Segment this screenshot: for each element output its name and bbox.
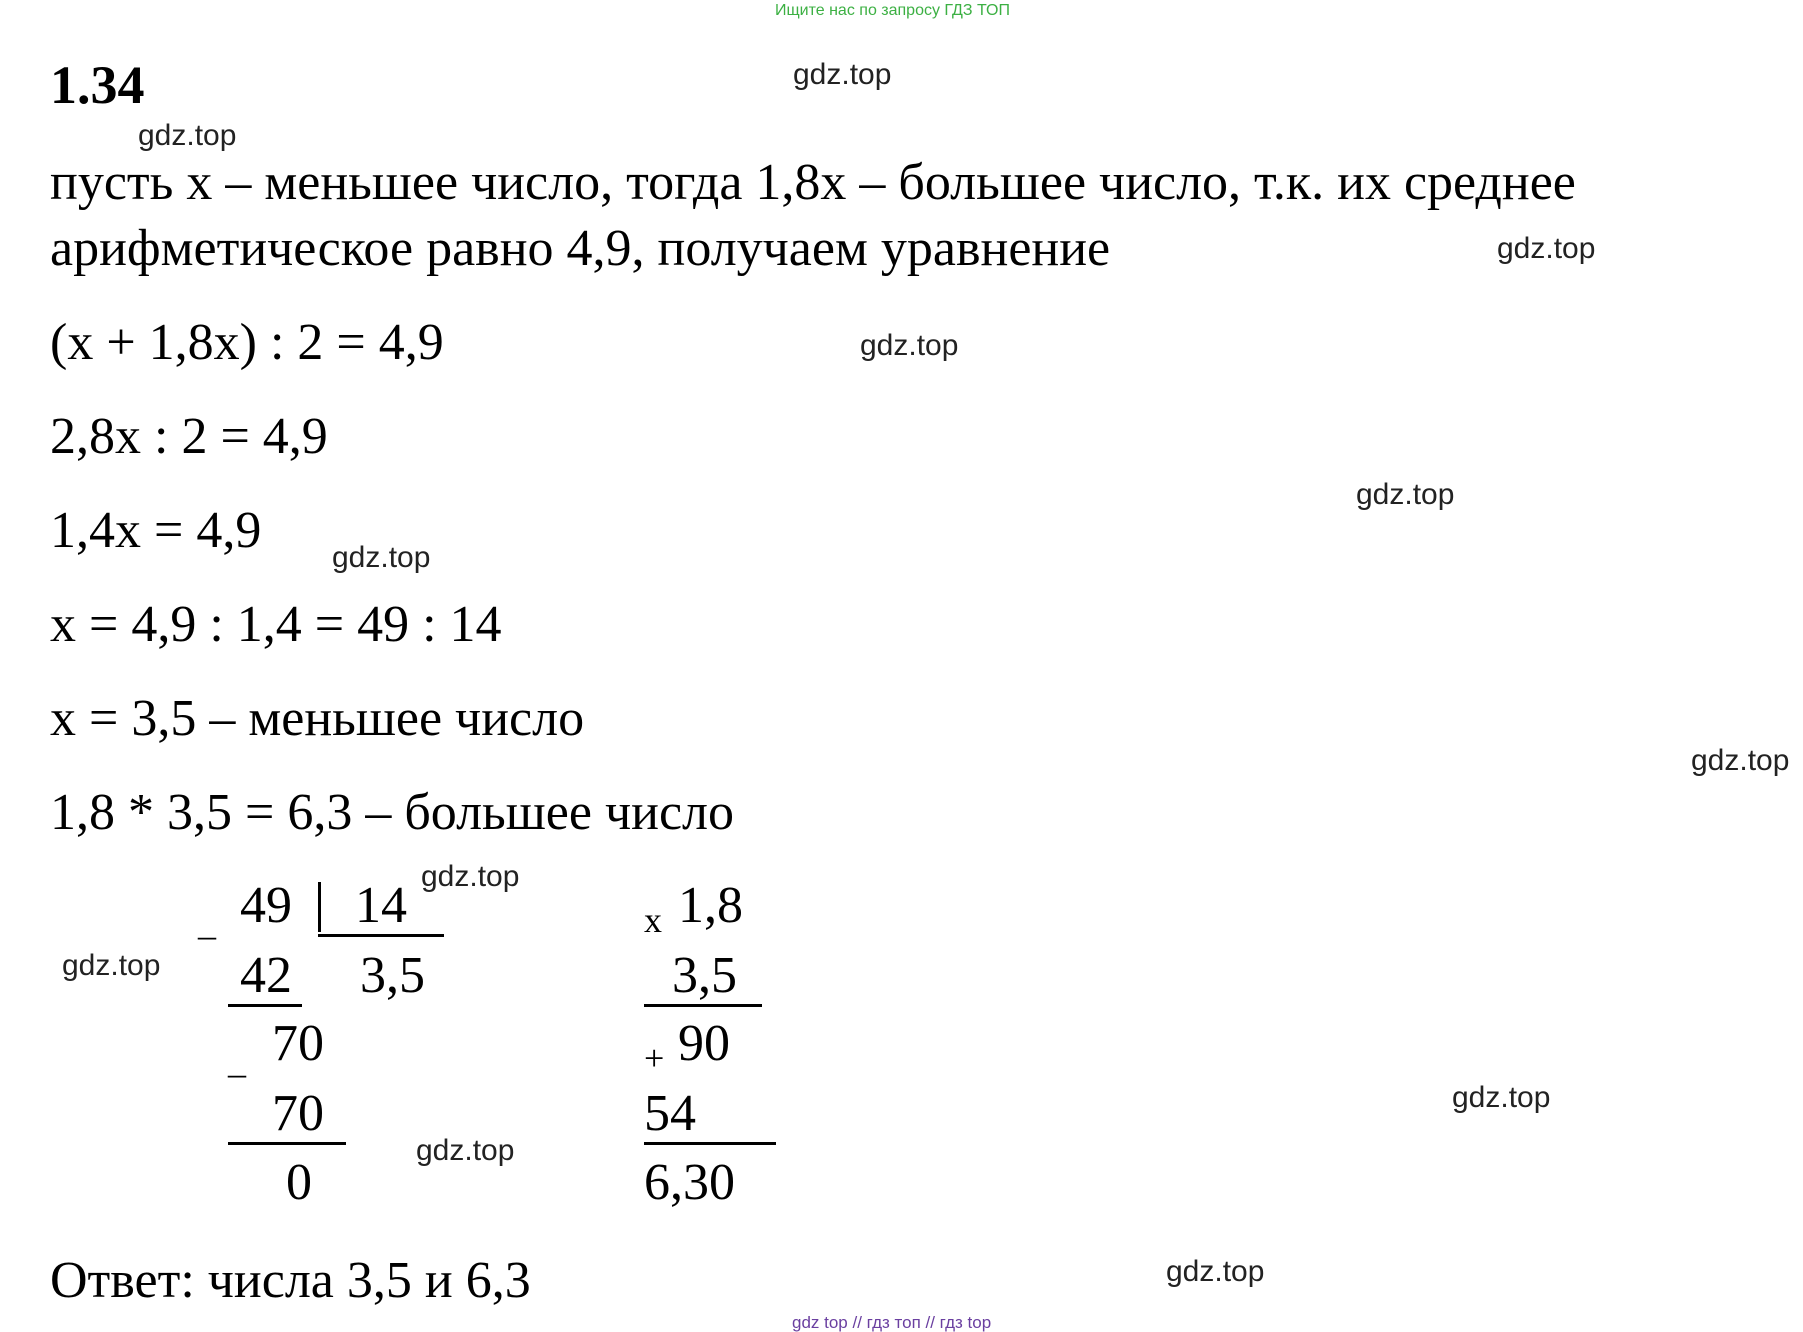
minus-sign-icon: _ xyxy=(198,903,216,943)
equation-line: 2,8x : 2 = 4,9 xyxy=(50,408,328,465)
multiplication-rule-1 xyxy=(644,1004,762,1007)
watermark: gdz.top xyxy=(62,949,161,982)
watermark: gdz.top xyxy=(1452,1081,1551,1114)
division-dividend: 49 xyxy=(240,877,292,934)
multiplication-factor-1: 1,8 xyxy=(678,877,743,934)
multiplication-partial-1: 90 xyxy=(678,1015,730,1072)
watermark: gdz.top xyxy=(1691,744,1790,777)
answer-line: Ответ: числа 3,5 и 6,3 xyxy=(50,1252,531,1309)
intro-line-1: пусть x – меньшее число, тогда 1,8x – большее число, т.к. их среднее xyxy=(50,154,1576,211)
division-final-remainder: 0 xyxy=(286,1154,312,1211)
watermark: gdz.top xyxy=(421,860,520,893)
division-subtrahend-1: 42 xyxy=(240,947,292,1004)
equation-line: x = 3,5 – меньшее число xyxy=(50,690,585,747)
footer-note: gdz top // гдз топ // гдз top xyxy=(792,1313,992,1332)
watermark: gdz.top xyxy=(860,329,959,362)
watermark: gdz.top xyxy=(332,541,431,574)
division-bracket-vertical xyxy=(318,882,321,932)
division-quotient: 3,5 xyxy=(360,947,425,1004)
times-sign-icon: x xyxy=(644,900,662,940)
equation-line: x = 4,9 : 1,4 = 49 : 14 xyxy=(50,596,502,653)
intro-line-2: арифметическое равно 4,9, получаем уравнение xyxy=(50,220,1111,277)
problem-number: 1.34 xyxy=(50,55,145,115)
watermark: gdz.top xyxy=(138,119,237,152)
multiplication-product: 6,30 xyxy=(644,1154,735,1211)
minus-sign-icon: _ xyxy=(228,1041,246,1081)
division-subtrahend-2: 70 xyxy=(272,1085,324,1142)
equation-line: (x + 1,8x) : 2 = 4,9 xyxy=(50,314,444,371)
watermark: gdz.top xyxy=(1497,232,1596,265)
watermark: gdz.top xyxy=(1356,478,1455,511)
multiplication-factor-2: 3,5 xyxy=(672,947,737,1004)
equation-line: 1,4x = 4,9 xyxy=(50,502,262,559)
division-divisor: 14 xyxy=(355,877,407,934)
multiplication-partial-2: 54 xyxy=(644,1085,696,1142)
watermark: gdz.top xyxy=(793,58,892,91)
equation-line: 1,8 * 3,5 = 6,3 – большее число xyxy=(50,784,734,841)
watermark: gdz.top xyxy=(416,1134,515,1167)
header-note: Ищите нас по запросу ГДЗ ТОП xyxy=(775,2,1010,19)
division-remainder-1: 70 xyxy=(272,1015,324,1072)
division-rule-2 xyxy=(228,1142,346,1145)
watermark: gdz.top xyxy=(1166,1255,1265,1288)
plus-sign-icon: + xyxy=(644,1038,665,1078)
division-rule-1 xyxy=(228,1004,302,1007)
multiplication-rule-2 xyxy=(644,1142,776,1145)
division-bracket-horizontal xyxy=(318,934,444,937)
